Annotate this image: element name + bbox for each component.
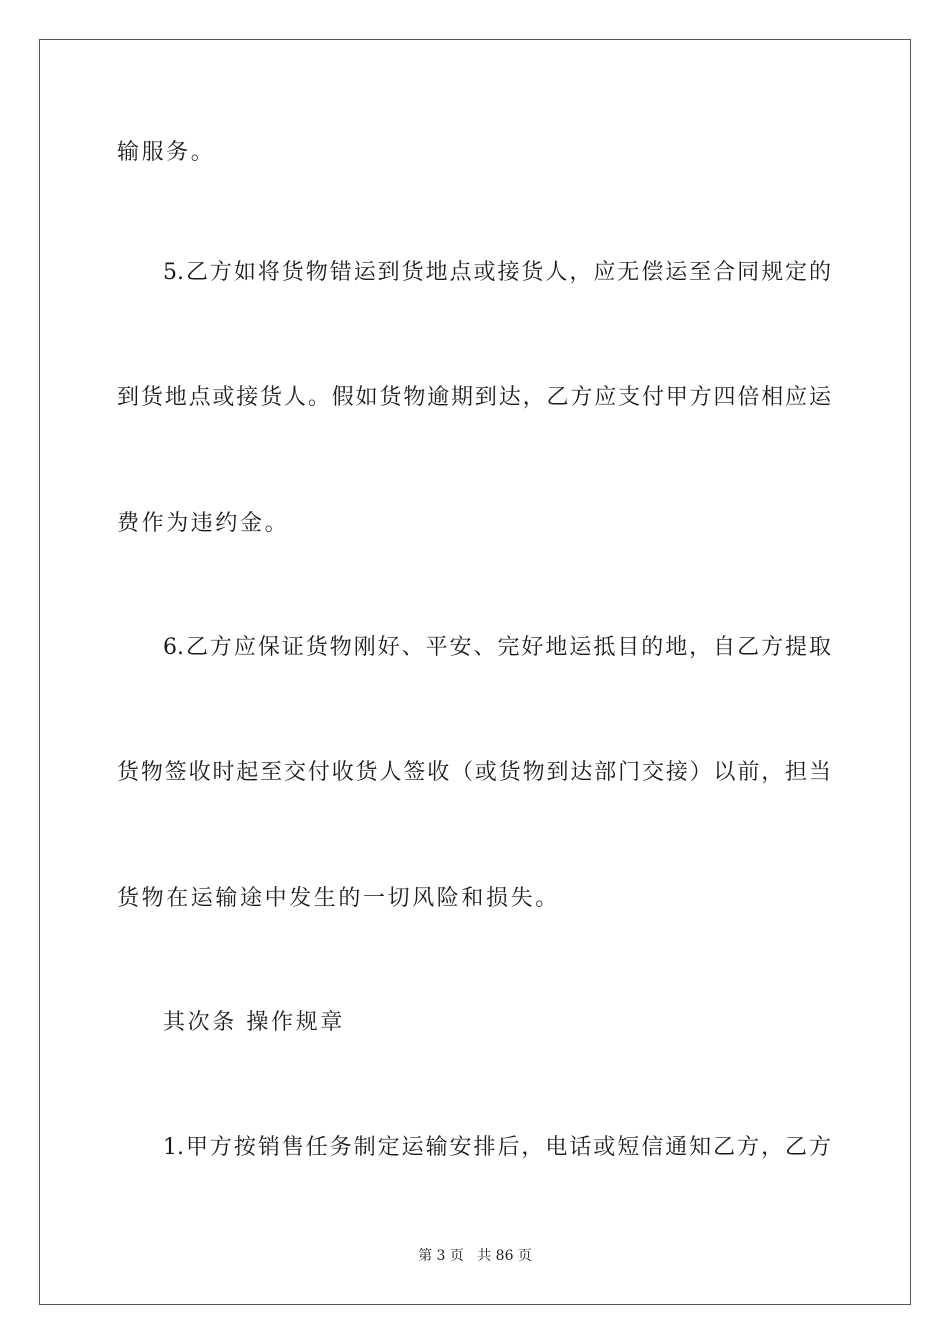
page-border	[39, 39, 911, 1305]
page-number-footer: 第 3 页 共 86 页	[418, 1248, 532, 1264]
paragraph-line: 货物在运输途中发生的一切风险和损失。	[117, 886, 560, 911]
section-heading: 其次条 操作规章	[163, 1010, 345, 1035]
paragraph-line: 输服务。	[117, 140, 216, 165]
paragraph-line: 1.甲方按销售任务制定运输安排后，电话或短信通知乙方，乙方	[163, 1135, 831, 1160]
paragraph-line: 费作为违约金。	[117, 511, 290, 536]
paragraph-line: 6.乙方应保证货物刚好、平安、完好地运抵目的地，自乙方提取	[163, 635, 831, 660]
paragraph-line: 货物签收时起至交付收货人签收（或货物到达部门交接）以前，担当	[117, 760, 831, 785]
paragraph-line: 5.乙方如将货物错运到货地点或接货人，应无偿运至合同规定的	[163, 260, 831, 285]
paragraph-line: 到货地点或接货人。假如货物逾期到达，乙方应支付甲方四倍相应运	[117, 385, 831, 410]
